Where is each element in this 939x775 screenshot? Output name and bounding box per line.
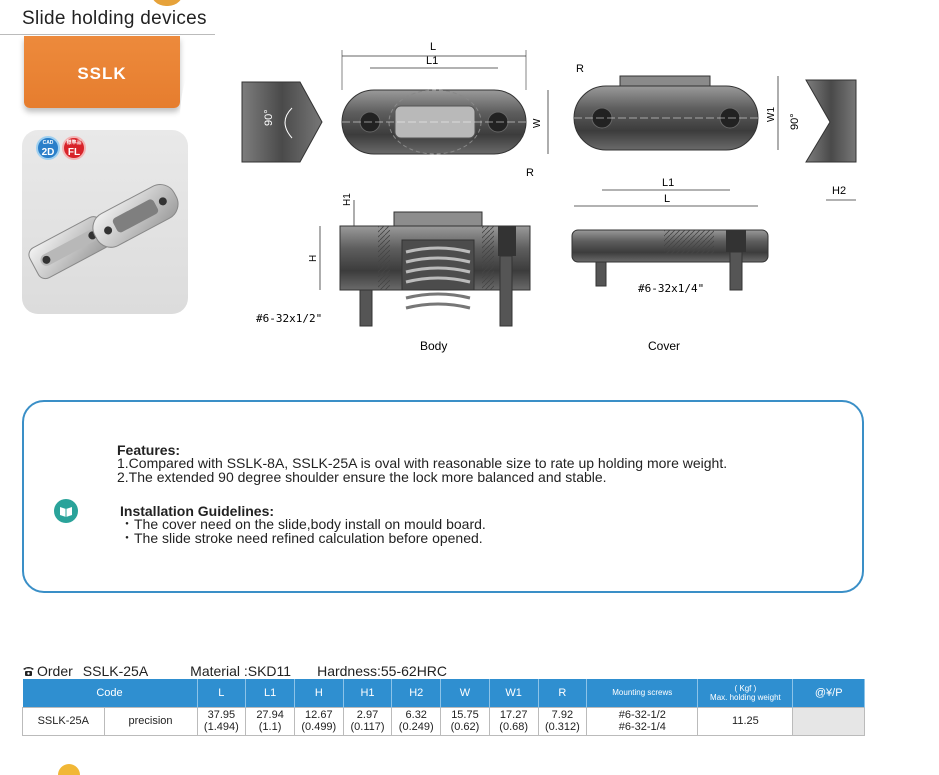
- dim-R-cover: R: [576, 63, 584, 75]
- features-panel: [22, 400, 864, 593]
- body-caption: Body: [420, 339, 448, 353]
- table-header-row: [23, 679, 865, 707]
- value-inch: (0.499): [301, 721, 337, 733]
- dim-L-cover: L: [664, 193, 671, 205]
- col-header-H: H: [294, 679, 343, 707]
- bottom-emblem: [58, 764, 80, 775]
- cad-badge-label: 2D: [41, 147, 55, 158]
- tab-curve-decoration: [180, 36, 226, 144]
- value-mm: 2.97: [356, 709, 379, 721]
- dim-L1-top: L1: [426, 55, 439, 67]
- product-tab-label: SSLK: [77, 64, 127, 83]
- value-inch: (1.1): [258, 721, 282, 733]
- cell-R: [538, 707, 587, 735]
- cover-section-view: [572, 230, 768, 353]
- value-mm: 37.95: [207, 709, 236, 721]
- col-header-max-weight: [698, 679, 793, 707]
- feature-item: 1.Compared with SSLK-8A, SSLK-25A is oval with reasonable size to rate up holding more weight.: [117, 455, 728, 471]
- col-header-price: @¥/P: [793, 679, 865, 707]
- technical-drawing: [230, 30, 870, 360]
- book-icon: [54, 499, 78, 523]
- cell-grade: precision: [104, 707, 197, 735]
- body-section-view: [256, 193, 530, 353]
- dim-H1: H1: [342, 193, 353, 206]
- cell-L: [197, 707, 246, 735]
- col-header-W: W: [441, 679, 490, 707]
- value-mm: 17.27: [499, 709, 528, 721]
- order-label: Order: [37, 663, 73, 679]
- value-inch: (0.68): [499, 721, 529, 733]
- features-title: Features:: [117, 442, 181, 458]
- value-inch: (0.62): [450, 721, 480, 733]
- col-header-W1: W1: [489, 679, 538, 707]
- value-inch: (1.494): [203, 721, 239, 733]
- hardness-spec: Hardness:55-62HRC: [317, 663, 448, 679]
- body-side-view: [242, 82, 322, 162]
- fl-badge-label: FL: [67, 147, 81, 158]
- phone-icon: [22, 665, 35, 677]
- page-title: Slide holding devices: [22, 8, 207, 29]
- cell-H2: [392, 707, 441, 735]
- installation-title: Installation Guidelines:: [120, 503, 275, 519]
- dim-H: H: [308, 254, 319, 262]
- col-header-mounting-screws: Mounting screws: [587, 679, 698, 707]
- weight-label: Max. holding weight: [710, 692, 781, 702]
- cell-H1: [343, 707, 392, 735]
- dim-H2: H2: [832, 185, 847, 197]
- col-header-L: L: [197, 679, 246, 707]
- weight-unit: ( Kgf ): [734, 683, 757, 693]
- screw-cover: #6-32-1/4: [618, 721, 666, 733]
- cell-code: SSLK-25A: [23, 707, 105, 735]
- cad-badge-caption: CAD: [42, 140, 54, 146]
- col-header-L1: L1: [246, 679, 295, 707]
- body-top-view: [342, 41, 548, 179]
- table-row[interactable]: [23, 707, 865, 735]
- cover-caption: Cover: [648, 339, 681, 353]
- screw-callout-body: #6-32x1/2": [256, 312, 323, 325]
- material-spec: Material :SKD11: [190, 663, 292, 679]
- col-header-H2: H2: [392, 679, 441, 707]
- cell-W: [441, 707, 490, 735]
- value-mm: 27.94: [256, 709, 284, 721]
- product-photo: [22, 130, 188, 314]
- dim-L1-cover: L1: [662, 177, 675, 189]
- title-divider: [0, 34, 215, 35]
- screw-body: #6-32-1/2: [618, 709, 666, 721]
- cell-L1: [246, 707, 295, 735]
- dim-L-top: L: [430, 41, 437, 53]
- value-mm: 15.75: [451, 709, 479, 721]
- value-mm: 7.92: [551, 709, 574, 721]
- value-mm: 12.67: [305, 709, 333, 721]
- screw-callout-cover: #6-32x1/4": [638, 282, 705, 295]
- product-photo-card: [22, 130, 188, 314]
- fl-badge-caption: 標準品: [66, 140, 82, 146]
- value-inch: (0.249): [398, 721, 434, 733]
- col-header-R: R: [538, 679, 587, 707]
- top-emblem: [150, 0, 184, 6]
- order-info-bar: [22, 663, 447, 679]
- installation-item: ・The cover need on the slide,body install on mould board.: [120, 516, 486, 532]
- angle-label-cover: 90°: [789, 113, 801, 130]
- order-model: SSLK-25A: [82, 663, 149, 679]
- cell-H: [294, 707, 343, 735]
- cell-mounting-screws: [587, 707, 698, 735]
- angle-label-body: 90°: [263, 109, 275, 126]
- dim-W: W: [532, 118, 543, 128]
- value-mm: 6.32: [405, 709, 427, 721]
- dim-W1: W1: [766, 107, 777, 122]
- installation-item: ・The slide stroke need refined calculation before opened.: [120, 530, 483, 546]
- dim-R-body: R: [526, 167, 534, 179]
- cover-top-view: [574, 63, 778, 206]
- value-inch: (0.117): [350, 721, 385, 733]
- product-tab[interactable]: [24, 36, 180, 108]
- feature-item: 2.The extended 90 degree shoulder ensure the lock more balanced and stable.: [117, 469, 607, 485]
- col-header-code: Code: [23, 679, 198, 707]
- cell-max-weight: 11.25: [698, 707, 793, 735]
- cell-price[interactable]: [793, 707, 865, 735]
- cover-side-view: [789, 80, 856, 200]
- cell-W1: [489, 707, 538, 735]
- spec-table: [22, 679, 865, 736]
- col-header-H1: H1: [343, 679, 392, 707]
- value-inch: (0.312): [544, 721, 580, 733]
